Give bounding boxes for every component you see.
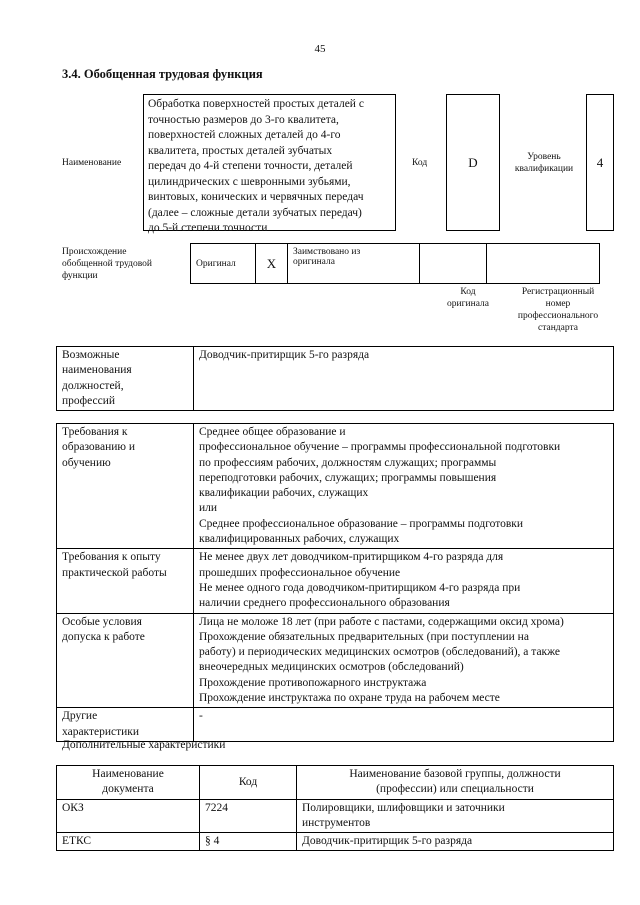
positions-value: Доводчик-притирщик 5-го разряда <box>194 347 614 411</box>
header-doc <box>57 766 200 800</box>
req-value-line: внеочередных медицинских осмотров (обследований) <box>199 661 464 674</box>
row-name <box>297 833 614 851</box>
positions-table <box>56 346 614 411</box>
additional-title: Дополнительные характеристики <box>62 739 226 751</box>
other-value <box>194 708 614 742</box>
original-label: Оригинал <box>191 244 256 284</box>
name-line: Обработка поверхностей простых деталей с <box>148 98 364 110</box>
req-value-line: по профессиям рабочих, должностям служащих; программы <box>199 456 497 469</box>
original-mark: X <box>256 244 288 284</box>
req-label-line: допуска к работе <box>62 630 145 643</box>
req-label-line: обучению <box>62 456 111 469</box>
reg-caption-line: Регистрационный <box>521 287 595 297</box>
page-number: 45 <box>314 43 326 55</box>
level-label-line: Уровень <box>527 152 561 162</box>
req-value-line: работу) и периодических медицинских осмотров (обследований), а также <box>199 646 561 659</box>
row-name <box>297 799 614 833</box>
origin-label-line: Происхождение <box>62 247 127 257</box>
req-value-line: Не менее двух лет доводчиком-притирщиком 4-го разряда для <box>199 551 504 564</box>
table-row <box>57 833 614 851</box>
reg-caption-line: профессионального <box>517 311 599 321</box>
req-label-line: характеристики <box>62 725 140 738</box>
reg-caption-line: номер <box>545 299 571 309</box>
req-value-line: или <box>199 502 218 515</box>
table-row <box>57 708 614 742</box>
row-doc: ОКЗ <box>57 799 200 833</box>
positions-label-line: профессий <box>62 394 116 407</box>
positions-label-line: Возможные <box>62 349 120 361</box>
reg-caption-line: стандарта <box>538 323 578 333</box>
req-value-line: Лица не моложе 18 лет (при работе с пастами, содержащими оксид хрома) <box>199 615 564 628</box>
section-title: 3.4. Обобщенная трудовая функция <box>62 67 263 81</box>
req-value-line: наличии среднего профессионального образования <box>199 597 450 610</box>
level-label <box>506 151 582 175</box>
header-line: Наименование <box>92 768 164 780</box>
name-line: винтовых, конических и червячных передач <box>148 191 364 203</box>
table-row <box>57 613 614 708</box>
table-row <box>57 799 614 833</box>
reg-number-cell <box>487 244 600 284</box>
origin-label <box>62 246 152 282</box>
original-code-cell <box>420 244 487 284</box>
header-line: документа <box>102 783 154 796</box>
code-caption-line: Код <box>460 287 476 297</box>
borrowed-label <box>288 244 420 284</box>
req-value-line: Среднее общее образование и <box>199 426 346 438</box>
table-row <box>57 549 614 613</box>
req-value-line: прошедших профессиональное обучение <box>199 566 401 579</box>
experience-label <box>57 549 194 613</box>
req-label-line: Другие <box>62 710 98 723</box>
row-code: § 4 <box>200 833 297 851</box>
reg-caption <box>504 286 612 334</box>
education-value <box>194 424 614 549</box>
conditions-value <box>194 613 614 708</box>
req-value-line: Прохождение инструктажа по охране труда на рабочем месте <box>199 692 500 705</box>
other-label <box>57 708 194 742</box>
code-caption <box>430 286 506 310</box>
row-name-line: инструментов <box>302 816 371 829</box>
name-label: Наименование <box>62 158 122 168</box>
level-value: 4 <box>586 94 614 231</box>
name-line: до 5-й степени точности <box>148 222 268 234</box>
conditions-label <box>57 613 194 708</box>
req-label-line: практической работы <box>62 566 167 579</box>
code-caption-line: оригинала <box>447 299 489 309</box>
borrowed-label-line: оригинала <box>293 257 335 267</box>
row-name-line: Доводчик-притирщик 5-го разряда <box>302 835 473 848</box>
row-doc: ЕТКС <box>57 833 200 851</box>
requirements-table <box>56 423 614 742</box>
positions-label <box>57 347 194 411</box>
name-line: передач до 4-й степени точности, деталей <box>148 160 353 172</box>
req-value-line: профессиональное обучение – программы профессиональной подготовки <box>199 441 561 454</box>
name-line: точностью размеров до 3-го квалитета, <box>148 113 339 126</box>
positions-label-line: наименования <box>62 364 132 377</box>
req-value-line: Прохождение противопожарного инструктажа <box>199 676 427 689</box>
name-line: (далее – сложные детали зубчатых передач) <box>148 206 362 219</box>
name-line: поверхностей сложных деталей до 4-го <box>148 129 341 141</box>
positions-label-line: должностей, <box>62 379 124 392</box>
header-name <box>297 766 614 800</box>
header-code: Код <box>200 766 297 800</box>
req-value-line: квалификации рабочих, служащих <box>199 487 369 500</box>
req-label-line: Требования к опыту <box>62 551 161 564</box>
code-label: Код <box>412 158 428 168</box>
row-code: 7224 <box>200 799 297 833</box>
req-value-line: Не менее одного года доводчиком-притирщиком 4-го разряда при <box>199 581 521 594</box>
borrowed-label-line: Заимствовано из <box>293 247 361 257</box>
origin-table <box>190 243 600 284</box>
name-value <box>143 94 396 234</box>
req-value-line: - <box>199 710 203 723</box>
req-value-line: Среднее профессиональное образование – программы подготовки <box>199 517 524 530</box>
additional-table <box>56 765 614 851</box>
req-value-line: переподготовки рабочих, служащих; программы повышения <box>199 471 497 484</box>
education-label <box>57 424 194 549</box>
name-line: квалитета, простых деталей зубчатых <box>148 144 333 157</box>
req-label-line: Особые условия <box>62 615 142 628</box>
code-value: D <box>446 94 500 231</box>
req-label-line: образованию и <box>62 441 135 454</box>
req-value-line: квалифицированных рабочих, служащих <box>199 533 400 546</box>
level-label-line: квалификации <box>514 164 574 174</box>
row-name-line: Полировщики, шлифовщики и заточники <box>302 801 505 814</box>
header-line: Наименование базовой группы, должности <box>349 768 561 780</box>
req-label-line: Требования к <box>62 426 128 438</box>
req-value-line: Прохождение обязательных предварительных (при поступлении на <box>199 630 529 643</box>
name-line: цилиндрических с шевронными зубьями, <box>148 175 351 188</box>
origin-label-line: обобщенной трудовой <box>62 259 152 269</box>
header-line: (профессии) или специальности <box>376 783 534 796</box>
table-row <box>57 424 614 549</box>
table-header-row <box>57 766 614 800</box>
origin-label-line: функции <box>62 271 98 281</box>
experience-value <box>194 549 614 613</box>
